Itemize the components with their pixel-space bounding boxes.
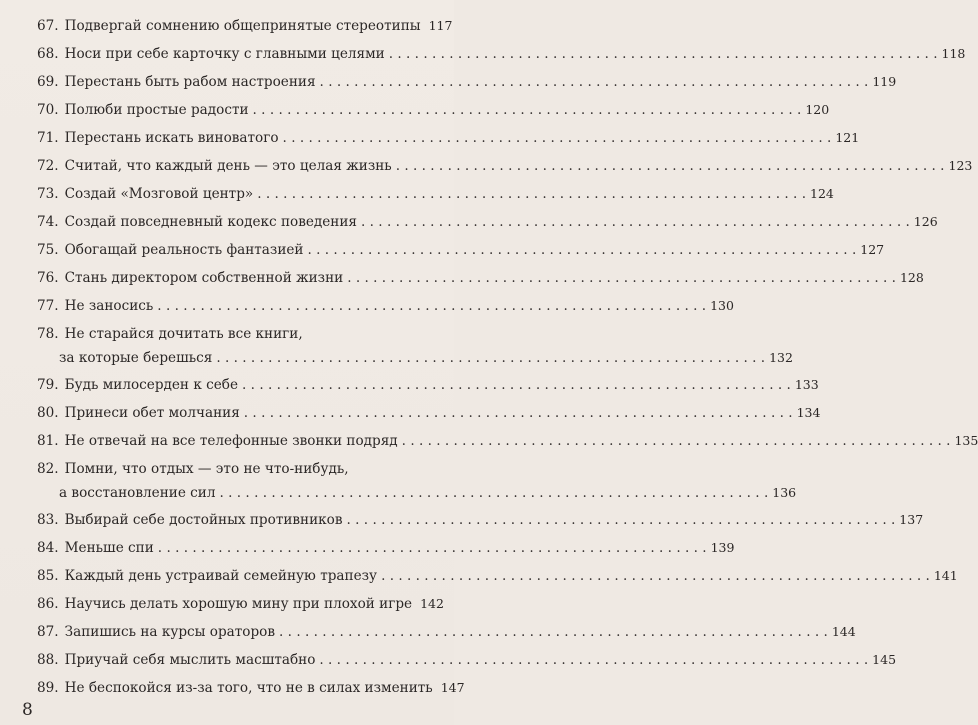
leader-dots [157, 293, 706, 320]
toc-entry-71 [0, 124, 860, 152]
entry-number: 75. [37, 242, 59, 258]
entry-title-continued: за которые берешься [59, 350, 213, 366]
entry-page: 130 [710, 298, 734, 313]
entry-title: Принеси обет молчания [64, 405, 240, 421]
leader-dots [244, 400, 793, 427]
leader-dots [389, 41, 938, 68]
entry-number: 88. [37, 652, 59, 668]
entry-page: 120 [805, 102, 830, 117]
entry-number: 76. [37, 270, 59, 286]
leader-dots [319, 647, 868, 674]
entry-title: Выбирай себе достойных противников [64, 512, 343, 528]
entry-number: 74. [37, 214, 59, 230]
entry-title: Будь милосерден к себе [64, 377, 239, 393]
entry-page: 117 [428, 18, 453, 33]
toc-entry-72 [0, 152, 973, 180]
leader-dots [347, 265, 896, 292]
toc-entry-79 [0, 371, 819, 399]
leader-dots [242, 372, 791, 399]
entry-number: 81. [37, 433, 59, 449]
leader-dots [158, 535, 707, 562]
entry-number: 77. [37, 298, 59, 314]
entry-title: Не заносись [64, 298, 154, 314]
leader-dots [347, 507, 896, 534]
entry-page: 123 [948, 158, 973, 173]
leader-dots [320, 69, 869, 96]
leader-dots [396, 153, 945, 180]
entry-number: 69. [37, 74, 59, 90]
entry-title: Научись делать хорошую мину при плохой игре [64, 596, 413, 612]
toc-entry-82 [0, 455, 797, 506]
leader-dots [361, 209, 910, 236]
entry-number: 85. [37, 568, 59, 584]
entry-title: Меньше спи [64, 540, 154, 556]
entry-number: 89. [37, 680, 59, 696]
entry-number: 67. [37, 18, 59, 34]
entry-page: 132 [769, 350, 793, 365]
entry-number: 80. [37, 405, 59, 421]
entry-page: 137 [899, 512, 924, 527]
toc-entry-73 [0, 180, 834, 208]
entry-number: 78. [37, 326, 59, 342]
entry-page: 119 [872, 74, 897, 89]
entry-page: 139 [710, 540, 735, 555]
entry-page: 142 [420, 596, 444, 611]
entry-title: Считай, что каждый день — это целая жизнь [64, 158, 392, 174]
entry-title: Не беспокойся из-за того, что не в силах изменить [64, 680, 433, 696]
entry-page: 147 [440, 680, 465, 695]
toc-entry-75 [0, 236, 885, 264]
toc-entry-74 [0, 208, 938, 236]
entry-title: Перестань быть рабом настроения [64, 74, 316, 90]
entry-page: 121 [835, 130, 860, 145]
toc-entry-70 [0, 96, 830, 124]
leader-dots [216, 347, 765, 370]
entry-page: 127 [860, 242, 885, 257]
leader-dots [283, 125, 832, 152]
entry-title: Приучай себя мыслить масштабно [64, 652, 316, 668]
entry-title: Подвергай сомнению общепринятые стереотипы [64, 18, 421, 34]
entry-number: 84. [37, 540, 59, 556]
toc-entry-77 [0, 292, 734, 320]
entry-page: 145 [872, 652, 897, 667]
entry-number: 71. [37, 130, 59, 146]
entry-title: Не старайся дочитать все книги, [64, 326, 303, 342]
entry-title: Не отвечай на все телефонные звонки подряд [64, 433, 398, 449]
entry-page: 118 [941, 46, 966, 61]
toc-entry-67 [0, 12, 454, 40]
toc-entry-88 [0, 646, 897, 674]
leader-dots [253, 97, 802, 124]
toc-entry-83 [0, 506, 924, 534]
entry-title: Каждый день устраивай семейную трапезу [64, 568, 378, 584]
entry-title: Запишись на курсы ораторов [64, 624, 276, 640]
toc-entry-89 [0, 674, 465, 702]
entry-page: 135 [954, 433, 978, 448]
entry-number: 72. [37, 158, 59, 174]
entry-page: 133 [794, 377, 819, 392]
entry-page: 134 [796, 405, 821, 420]
entry-title: Помни, что отдых — это не что-нибудь, [64, 461, 349, 477]
entry-page: 126 [913, 214, 938, 229]
leader-dots [220, 482, 769, 505]
table-of-contents [0, 12, 978, 702]
entry-title-continued: а восстановление сил [59, 485, 216, 501]
entry-number: 83. [37, 512, 59, 528]
toc-entry-87 [0, 618, 856, 646]
entry-number: 70. [37, 102, 59, 118]
entry-number: 79. [37, 377, 59, 393]
entry-title: Создай повседневный кодекс поведения [64, 214, 358, 230]
entry-page: 144 [831, 624, 856, 639]
entry-number: 87. [37, 624, 59, 640]
entry-page: 141 [933, 568, 958, 583]
entry-number: 86. [37, 596, 59, 612]
entry-number: 68. [37, 46, 59, 62]
leader-dots [381, 563, 930, 590]
toc-entry-76 [0, 264, 924, 292]
page-number: 8 [22, 700, 33, 720]
entry-title: Обогащай реальность фантазией [64, 242, 304, 258]
toc-entry-69 [0, 68, 897, 96]
entry-title: Полюби простые радости [64, 102, 249, 118]
toc-entry-80 [0, 399, 821, 427]
entry-number: 82. [37, 461, 59, 477]
entry-title: Стань директором собственной жизни [64, 270, 344, 286]
leader-dots [257, 181, 806, 208]
entry-page: 136 [772, 485, 797, 500]
leader-dots [308, 237, 857, 264]
toc-entry-78 [0, 320, 793, 371]
toc-entry-86 [0, 590, 454, 618]
entry-title: Перестань искать виноватого [64, 130, 279, 146]
toc-entry-81 [0, 427, 978, 455]
entry-page: 128 [899, 270, 924, 285]
entry-title: Создай «Мозговой центр» [64, 186, 254, 202]
toc-entry-68 [0, 40, 966, 68]
leader-dots [402, 428, 951, 455]
entry-number: 73. [37, 186, 59, 202]
toc-entry-84 [0, 534, 735, 562]
entry-title: Носи при себе карточку с главными целями [64, 46, 385, 62]
leader-dots [279, 619, 828, 646]
toc-entry-85 [0, 562, 958, 590]
entry-page: 124 [810, 186, 834, 201]
